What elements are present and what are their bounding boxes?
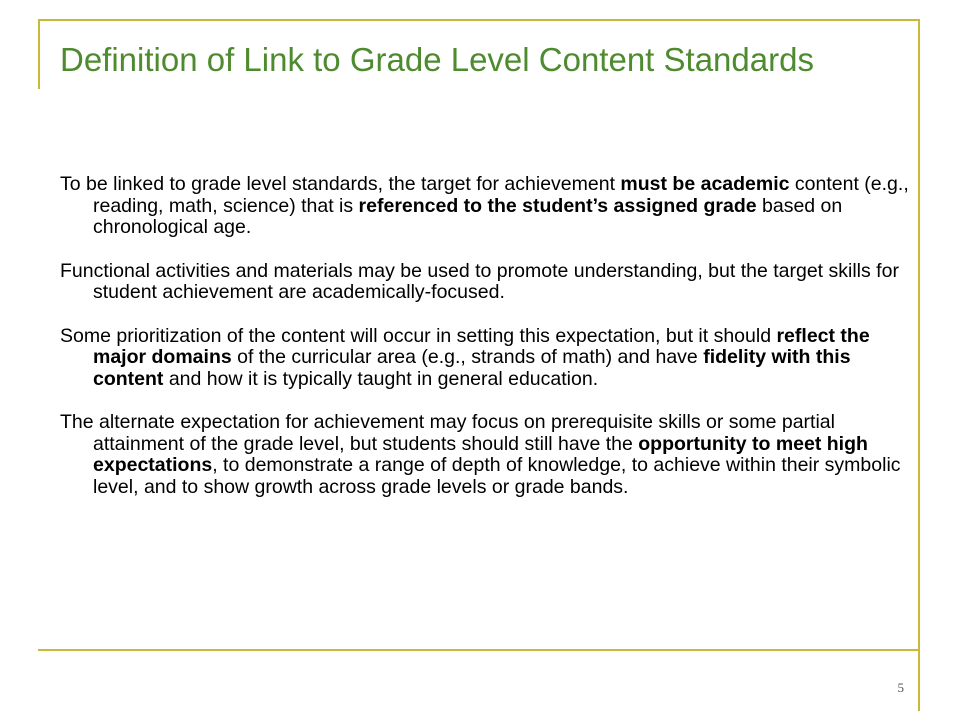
paragraph-text: Functional activities and materials may be used to promote understanding, but the target skills for student achievement are academically-focused. bbox=[60, 259, 899, 303]
paragraph-text: To be linked to grade level standards, the target for achievement bbox=[60, 173, 621, 195]
paragraph-text: of the curricular area (e.g., strands of math) and have bbox=[231, 346, 704, 368]
paragraph-text: based on chronological age. bbox=[93, 194, 843, 238]
body-paragraph bbox=[60, 412, 910, 498]
emphasized-text: opportunity to meet high expectations bbox=[93, 432, 868, 476]
body-paragraph bbox=[60, 261, 910, 304]
paragraph-text: and how it is typically taught in general education. bbox=[163, 367, 599, 390]
slide-body bbox=[60, 174, 910, 520]
slide-title: Definition of Link to Grade Level Content Standards bbox=[60, 41, 814, 78]
emphasized-text: referenced to the student’s assigned grade bbox=[358, 194, 757, 217]
left-border-line bbox=[38, 19, 40, 89]
paragraph-text: , to demonstrate a range of depth of knowledge, to achieve within their symbolic level, and to show growth across grade levels or grade bands. bbox=[93, 454, 901, 498]
bottom-border-line bbox=[38, 649, 920, 651]
paragraph-text: Some prioritization of the content will occur in setting this expectation, but it should bbox=[60, 324, 777, 347]
emphasized-text: must be academic bbox=[620, 173, 790, 195]
body-paragraph bbox=[60, 326, 910, 391]
page-number: 5 bbox=[897, 680, 904, 695]
top-border-line bbox=[38, 19, 920, 21]
paragraph-text: The alternate expectation for achievement may focus on prerequisite skills or some partial attainment of the grade level, but students should still have the bbox=[60, 411, 835, 455]
paragraph-text: content (e.g., reading, math, science) that is bbox=[93, 173, 909, 217]
body-paragraph bbox=[60, 174, 910, 239]
right-border-line bbox=[918, 19, 920, 711]
emphasized-text: reflect the major domains bbox=[93, 324, 870, 368]
emphasized-text: fidelity with this content bbox=[93, 346, 851, 390]
